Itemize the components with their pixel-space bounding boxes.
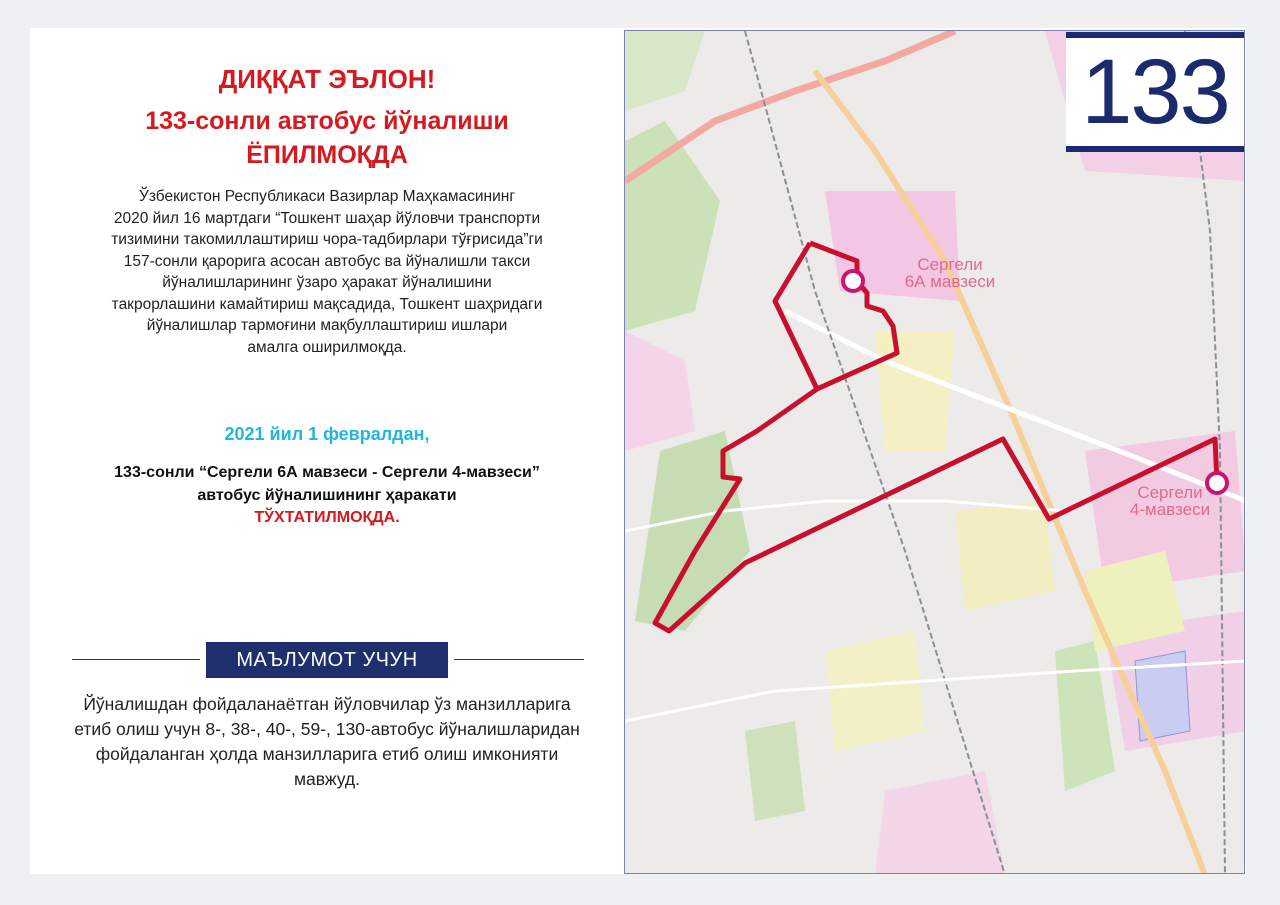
stop-marker-a xyxy=(843,271,863,291)
decree-line: 157-сонли қарорига асосан автобус ва йўналишли такси xyxy=(123,252,531,270)
stop-label-b-line1: Сергели xyxy=(1137,483,1203,502)
stop-label-a-line1: Сергели xyxy=(917,255,983,274)
info-badge: МАЪЛУМОТ УЧУН xyxy=(206,642,448,678)
stop-label-b-line2: 4-мавзеси xyxy=(1129,500,1211,519)
info-line-text: Йўналишдан фойдаланаётган йўловчилар ўз манзилларига xyxy=(83,694,571,714)
notice-panel xyxy=(30,28,624,874)
warning-title: ДИҚҚАТ ЭЪЛОН! xyxy=(218,64,436,94)
route-closing-subtitle: ЁПИЛМОҚДА xyxy=(246,141,408,169)
badge-bar-bottom xyxy=(1066,146,1244,152)
stop-label-a xyxy=(880,256,1020,290)
info-line-text: фойдаланган ҳолда манзилларига етиб олиш имконияти xyxy=(95,744,559,764)
info-divider-left xyxy=(72,659,200,660)
info-line-text: мавжуд. xyxy=(293,769,360,789)
decree-line: 2020 йил 16 мартдаги “Тошкент шаҳар йўловчи транспорти xyxy=(113,209,541,227)
info-paragraph xyxy=(58,692,596,792)
decree-paragraph xyxy=(90,186,564,358)
route-movement-text: автобус йўналишининг ҳаракати xyxy=(197,487,457,504)
decree-line: амалга оширилмоқда. xyxy=(247,338,407,356)
stopped-status: ТЎХТАТИЛМОҚДА. xyxy=(254,509,400,526)
park-area xyxy=(745,721,805,821)
decree-line: йўналишларининг ўзаро ҳаракат йўналишини xyxy=(162,274,492,291)
decree-line: йўналишлар тармоғини мақбуллаштириш ишлари xyxy=(146,317,508,334)
decree-line: такрорлашини камайтириш мақсадида, Тошкент шаҳридаги xyxy=(111,295,543,313)
map-canvas xyxy=(625,31,1245,874)
residential-block xyxy=(825,631,925,751)
decree-line: Ўзбекистон Республикаси Вазирлар Маҳкамасининг xyxy=(139,188,515,205)
stop-label-b xyxy=(1108,484,1232,518)
route-closing-title: 133-сонли автобус йўналиши xyxy=(145,107,509,135)
info-divider-right xyxy=(454,659,584,660)
route-map xyxy=(624,30,1245,874)
route-number: 133 xyxy=(1081,41,1229,143)
badge-bar-top xyxy=(1066,32,1244,38)
decree-line: тизимини такомиллаштириш чора-тадбирлари тўғрисида”ги xyxy=(111,231,543,248)
route-number-badge xyxy=(1066,32,1244,152)
route-description: 133-сонли “Сергели 6А мавзеси - Сергели 4-мавзеси” xyxy=(114,464,540,481)
info-line-text: етиб олиш учун 8-, 38-, 40-, 59-, 130-автобус йўналишларидан xyxy=(74,719,580,739)
stop-label-a-line2: 6А мавзеси xyxy=(904,272,996,291)
effective-date: 2021 йил 1 февралдан, xyxy=(224,424,430,444)
residential-block xyxy=(875,331,955,451)
